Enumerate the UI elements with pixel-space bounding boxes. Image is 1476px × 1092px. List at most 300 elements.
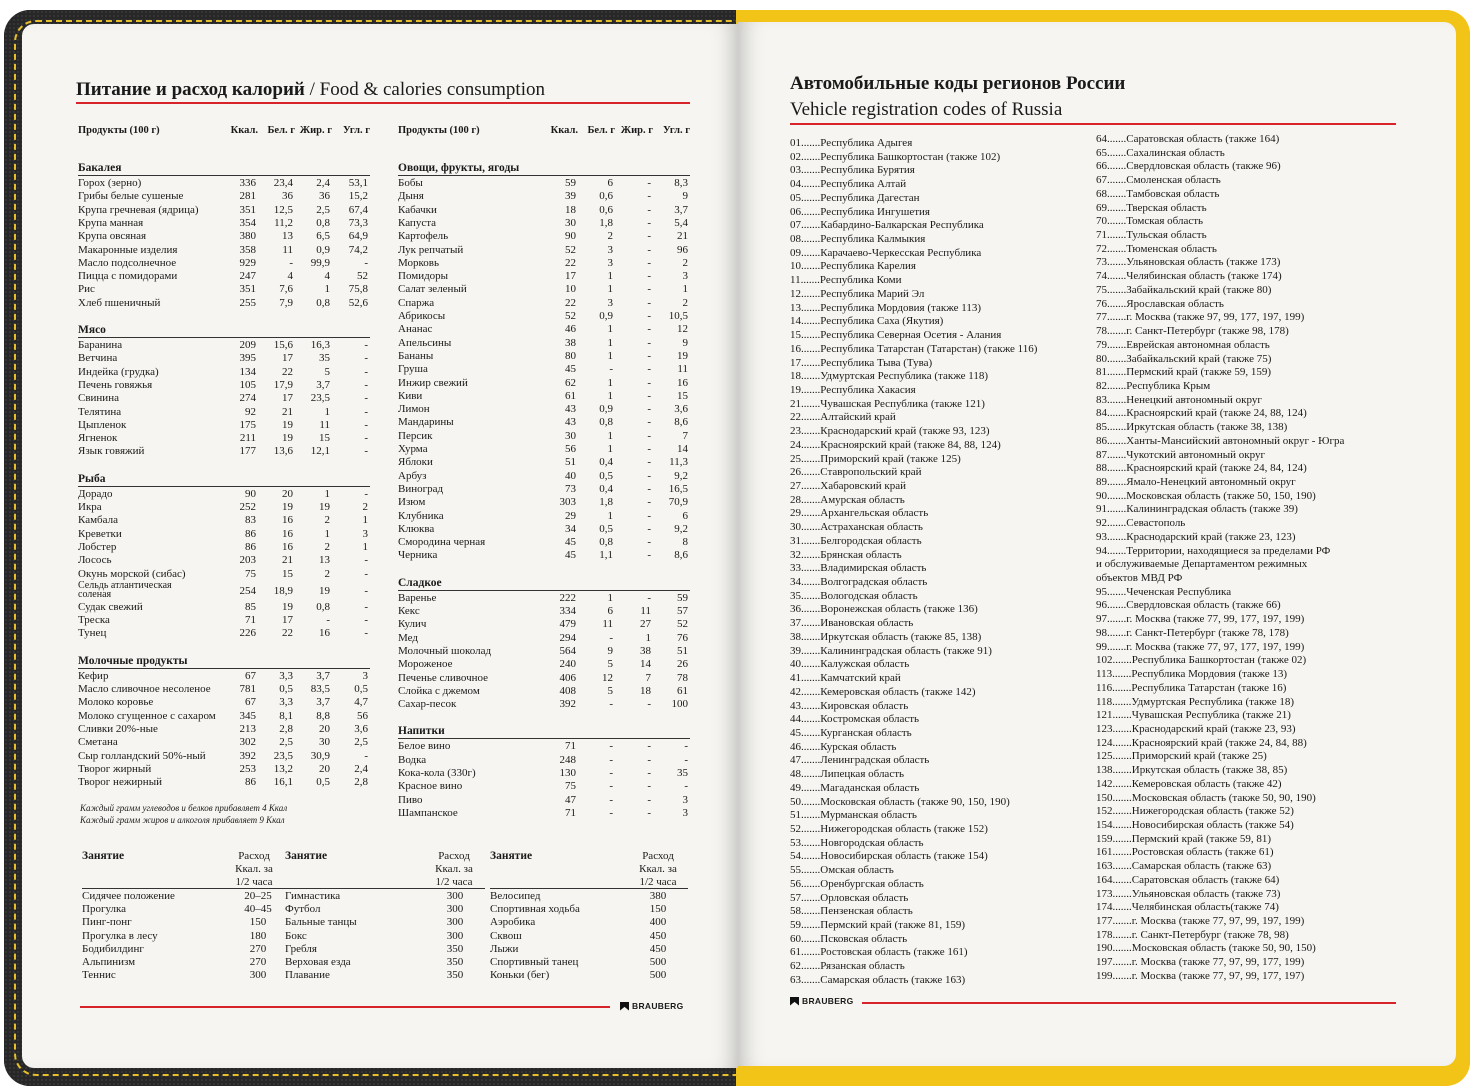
food-value-fat: - bbox=[647, 190, 651, 203]
food-value-protein: 0,5 bbox=[599, 469, 613, 482]
food-value-fat: - bbox=[647, 740, 651, 753]
food-name: Треска bbox=[78, 614, 110, 627]
region-code-item: 05.......Республика Дагестан bbox=[790, 191, 920, 204]
food-value-fat: 19 bbox=[319, 584, 330, 597]
food-value-carbs: 1 bbox=[682, 283, 688, 296]
activity-kcal: 300 bbox=[446, 929, 464, 942]
food-name: Хурма bbox=[398, 443, 428, 455]
food-value-kcal: 781 bbox=[239, 683, 256, 695]
food-row bbox=[78, 614, 370, 627]
food-row bbox=[398, 807, 690, 820]
food-value-kcal: 175 bbox=[239, 418, 256, 431]
food-value-protein: 2,8 bbox=[279, 722, 293, 735]
region-code-item: 16.......Республика Татарстан (Татарстан) (также 116) bbox=[790, 342, 1038, 355]
food-value-carbs: 1 bbox=[362, 514, 368, 527]
food-value-kcal: 358 bbox=[239, 243, 256, 256]
food-value-protein: 1 bbox=[607, 283, 613, 296]
food-value-carbs: 9,2 bbox=[674, 469, 688, 482]
food-value-carbs: - bbox=[364, 749, 368, 762]
food-value-kcal: 67 bbox=[245, 696, 256, 709]
food-value-protein: 6 bbox=[607, 605, 613, 617]
section-underline bbox=[398, 175, 690, 176]
region-code-item: 60.......Псковская область bbox=[790, 932, 908, 945]
activity-kcal: 300 bbox=[249, 969, 267, 982]
food-value-protein: 1,8 bbox=[599, 496, 613, 509]
food-value-fat: - bbox=[647, 177, 651, 189]
region-code-item: 116.......Республика Татарстан (также 16) bbox=[1096, 681, 1287, 694]
activity-name: Велосипед bbox=[490, 890, 541, 902]
left-title-rule bbox=[76, 102, 690, 104]
food-value-fat: 11 bbox=[319, 418, 330, 431]
region-code-item: 87.......Чукотский автономный округ bbox=[1096, 448, 1265, 461]
food-value-fat: - bbox=[647, 469, 651, 482]
food-name: Окунь морской (сибас) bbox=[78, 567, 186, 580]
food-name: Крупа овсяная bbox=[78, 230, 147, 243]
food-row bbox=[398, 217, 690, 230]
food-row bbox=[398, 470, 690, 483]
food-name: Индейка (грудка) bbox=[78, 365, 159, 378]
food-value-kcal: 52 bbox=[565, 310, 576, 322]
food-value-fat: - bbox=[647, 376, 651, 389]
food-value-protein: 1,8 bbox=[599, 216, 613, 229]
food-value-protein: 23,4 bbox=[273, 177, 293, 189]
food-row bbox=[78, 541, 370, 554]
activity-kcal: 300 bbox=[446, 903, 464, 916]
region-code-item: 65.......Сахалинская область bbox=[1096, 146, 1225, 159]
food-name: Груша bbox=[398, 363, 428, 376]
activity-name: Прогулка в лесу bbox=[82, 929, 158, 942]
food-value-fat: - bbox=[647, 443, 651, 455]
food-value-fat: 2 bbox=[324, 567, 330, 580]
region-code-item: 18.......Удмуртская Республика (также 118) bbox=[790, 370, 989, 383]
food-name: Кефир bbox=[78, 669, 109, 682]
food-name: Макаронные изделия bbox=[78, 243, 178, 256]
region-code-item: 76.......Ярославская область bbox=[1096, 297, 1224, 310]
food-value-protein: - bbox=[609, 363, 613, 376]
food-name: Клубника bbox=[398, 509, 444, 522]
region-code-item: 199.......г. Москва (также 77, 97, 99, 177, 197) bbox=[1096, 969, 1305, 982]
note-1: Каждый грамм углеводов и белков прибавляет 4 Ккал bbox=[80, 803, 288, 813]
food-row bbox=[398, 698, 690, 711]
food-row bbox=[398, 310, 690, 323]
food-value-protein: - bbox=[609, 806, 613, 819]
food-value-kcal: 247 bbox=[239, 270, 256, 283]
food-value-fat: 1 bbox=[324, 283, 330, 296]
food-row bbox=[78, 554, 370, 567]
region-code-item: 25.......Приморский край (также 125) bbox=[790, 452, 961, 465]
food-value-carbs: - bbox=[364, 405, 368, 418]
food-value-carbs: - bbox=[364, 418, 368, 431]
region-code-item: 73.......Ульяновская область (также 173) bbox=[1096, 256, 1281, 269]
food-value-carbs: 12 bbox=[677, 323, 688, 336]
food-value-fat: 3,7 bbox=[316, 378, 330, 391]
food-value-carbs: 3,6 bbox=[354, 722, 368, 735]
food-value-protein: 3,3 bbox=[279, 696, 293, 709]
food-row bbox=[78, 514, 370, 527]
food-value-protein: 17 bbox=[282, 392, 293, 405]
food-value-kcal: 294 bbox=[559, 631, 576, 644]
food-row bbox=[78, 627, 370, 640]
food-value-carbs: - bbox=[684, 740, 688, 753]
food-value-fat: - bbox=[647, 698, 651, 711]
food-value-kcal: 281 bbox=[239, 190, 256, 203]
food-value-fat: - bbox=[647, 230, 651, 243]
food-name: Молочный шоколад bbox=[398, 644, 492, 657]
region-code-item: 13.......Республика Мордовия (также 113) bbox=[790, 301, 982, 314]
food-value-fat: - bbox=[647, 536, 651, 549]
region-code-item: 82.......Республика Крым bbox=[1096, 379, 1211, 392]
food-row bbox=[78, 392, 370, 405]
food-row bbox=[78, 750, 370, 763]
food-value-carbs: - bbox=[364, 584, 368, 597]
food-name: Молоко сгущенное с сахаром bbox=[78, 709, 216, 722]
food-row bbox=[78, 406, 370, 419]
region-code-item: 159.......Пермский край (также 59, 81) bbox=[1096, 832, 1272, 845]
region-code-item: 86.......Ханты-Мансийский автономный округ - Югра bbox=[1096, 434, 1345, 447]
food-row bbox=[398, 403, 690, 416]
food-value-fat: 0,8 bbox=[316, 216, 330, 229]
food-name: Лук репчатый bbox=[398, 243, 464, 256]
food-value-fat: - bbox=[647, 416, 651, 429]
region-code-item: 09.......Карачаево-Черкесская Республика bbox=[790, 246, 982, 259]
region-code-item: 59.......Пермский край (также 81, 159) bbox=[790, 919, 966, 932]
food-value-kcal: 86 bbox=[245, 776, 256, 789]
region-code-item: 47.......Ленинградская область bbox=[790, 754, 930, 767]
region-code-item: 113.......Республика Мордовия (также 13) bbox=[1096, 668, 1288, 681]
food-section: Молочные продукты bbox=[78, 654, 188, 667]
region-code-item: и обслуживаемые Департаментом режимных bbox=[1096, 558, 1308, 571]
food-value-carbs: 0,5 bbox=[354, 683, 368, 695]
activity-name: Бальные танцы bbox=[285, 916, 357, 929]
activity-name: Спортивный танец bbox=[490, 956, 579, 968]
food-value-kcal: 130 bbox=[559, 767, 576, 779]
region-code-item: 63.......Самарская область (также 163) bbox=[790, 973, 966, 986]
food-value-kcal: 253 bbox=[239, 762, 256, 775]
food-value-carbs: 75,8 bbox=[348, 283, 368, 296]
food-name: Смородина черная bbox=[398, 536, 486, 549]
food-value-protein: 11,2 bbox=[274, 216, 293, 229]
food-value-carbs: 19 bbox=[677, 349, 688, 362]
food-name: Дорадо bbox=[78, 487, 113, 500]
region-code-item: 52.......Нижегородская область (также 152) bbox=[790, 823, 988, 835]
food-value-fat: 30,9 bbox=[310, 749, 330, 762]
activity-kcal: 300 bbox=[446, 916, 464, 929]
food-value-kcal: 29 bbox=[565, 509, 576, 522]
food-value-kcal: 564 bbox=[559, 644, 576, 657]
food-value-carbs: 2 bbox=[682, 256, 688, 269]
region-code-item: 138.......Иркутская область (также 38, 85) bbox=[1096, 764, 1288, 777]
food-name: Варенье bbox=[398, 591, 437, 604]
food-value-fat: 15 bbox=[319, 432, 330, 445]
region-code-item: 19.......Республика Хакасия bbox=[790, 383, 916, 396]
region-code-item: 37.......Ивановская область bbox=[790, 617, 914, 630]
food-value-protein: 12 bbox=[602, 671, 613, 684]
table-header-product: Продукты (100 г) bbox=[398, 125, 480, 136]
food-section: Рыба bbox=[78, 472, 106, 485]
food-value-carbs: - bbox=[364, 614, 368, 627]
food-value-kcal: 252 bbox=[239, 501, 256, 513]
food-value-fat: 3,7 bbox=[316, 696, 330, 709]
food-value-protein: 5 bbox=[607, 684, 613, 697]
food-value-fat: - bbox=[647, 767, 651, 779]
food-value-kcal: 59 bbox=[565, 177, 576, 189]
region-code-item: 10.......Республика Карелия bbox=[790, 260, 916, 273]
food-value-carbs: 15 bbox=[677, 389, 688, 402]
activity-kcal: 20–25 bbox=[244, 890, 272, 902]
food-value-carbs: 5,4 bbox=[674, 216, 688, 229]
food-row bbox=[398, 523, 690, 536]
food-value-fat: 1 bbox=[324, 405, 330, 418]
food-value-carbs: - bbox=[364, 365, 368, 378]
food-value-fat: 38 bbox=[640, 644, 651, 657]
brand-logo-left: BRAUBERG bbox=[620, 1001, 684, 1011]
food-value-kcal: 203 bbox=[239, 554, 256, 567]
food-value-fat: 20 bbox=[319, 762, 330, 775]
region-code-item: 78.......г. Санкт-Петербург (также 98, 178) bbox=[1096, 325, 1289, 338]
food-name: Телятина bbox=[78, 405, 122, 418]
region-code-item: 95.......Чеченская Республика bbox=[1096, 585, 1232, 598]
food-value-kcal: 71 bbox=[565, 740, 576, 753]
food-value-protein: 0,9 bbox=[599, 403, 613, 416]
food-value-fat: - bbox=[647, 456, 651, 469]
activity-kcal: 270 bbox=[249, 956, 267, 968]
food-value-carbs: 64,9 bbox=[348, 230, 368, 243]
food-value-protein: 23,5 bbox=[273, 749, 293, 762]
activity-header: Занятие bbox=[285, 850, 328, 862]
food-value-protein: - bbox=[609, 698, 613, 711]
food-value-kcal: 30 bbox=[565, 216, 576, 229]
food-value-protein: 13 bbox=[282, 230, 293, 243]
region-code-item: 26.......Ставропольский край bbox=[790, 466, 922, 479]
food-value-carbs: 3 bbox=[362, 669, 368, 682]
food-value-kcal: 395 bbox=[239, 352, 256, 365]
region-code-item: 177.......г. Москва (также 77, 97, 99, 197, 199) bbox=[1096, 915, 1305, 928]
food-value-carbs: 100 bbox=[671, 698, 688, 711]
food-row bbox=[398, 363, 690, 376]
food-value-protein: 17,9 bbox=[273, 378, 293, 391]
food-value-kcal: 43 bbox=[565, 416, 576, 429]
food-value-kcal: 47 bbox=[565, 793, 576, 806]
food-value-fat: 12,1 bbox=[310, 445, 330, 458]
food-value-kcal: 334 bbox=[559, 605, 576, 617]
food-value-fat: 16,3 bbox=[310, 339, 330, 351]
food-value-kcal: 255 bbox=[239, 296, 256, 309]
region-code-item: 41.......Камчатский край bbox=[790, 672, 901, 685]
food-row bbox=[398, 230, 690, 243]
section-underline bbox=[78, 486, 370, 487]
food-value-protein: 1 bbox=[607, 509, 613, 522]
food-row bbox=[78, 204, 370, 217]
food-value-protein: 9 bbox=[607, 644, 613, 657]
activity-name: Теннис bbox=[82, 969, 116, 982]
food-row bbox=[78, 763, 370, 776]
food-value-carbs: 3 bbox=[682, 270, 688, 283]
region-code-item: 04.......Республика Алтай bbox=[790, 178, 907, 191]
food-value-fat: - bbox=[647, 323, 651, 336]
food-value-protein: 1 bbox=[607, 591, 613, 604]
region-code-item: 38.......Иркутская область (также 85, 138) bbox=[790, 630, 982, 643]
region-code-item: 33.......Владимирская область bbox=[790, 562, 927, 575]
region-code-item: 51.......Мурманская область bbox=[790, 809, 917, 822]
food-value-fat: - bbox=[647, 522, 651, 535]
region-code-item: 197.......г. Москва (также 77, 97, 99, 177, 199) bbox=[1096, 956, 1305, 969]
region-code-item: 45.......Курганская область bbox=[790, 726, 912, 739]
region-code-item: 42.......Кемеровская область (также 142) bbox=[790, 685, 976, 698]
region-code-item: 121.......Чувашская Республика (также 21) bbox=[1096, 709, 1291, 722]
food-value-protein: 12,5 bbox=[273, 203, 293, 216]
food-value-fat: 83,5 bbox=[310, 683, 330, 695]
table-header-protein: Бел. г bbox=[587, 125, 615, 136]
food-value-protein: 0,4 bbox=[599, 456, 613, 469]
region-code-item: 84.......Красноярский край (также 24, 88, 124) bbox=[1096, 407, 1307, 420]
region-code-item: 30.......Астраханская область bbox=[790, 521, 923, 534]
activity-name: Бокс bbox=[285, 929, 307, 942]
food-name: Масло подсолнечное bbox=[78, 256, 177, 269]
region-code-item: 54.......Новосибирская область (также 154) bbox=[790, 850, 988, 863]
food-row bbox=[398, 257, 690, 270]
food-name: Печенье сливочное bbox=[398, 671, 489, 684]
activity-divider bbox=[285, 888, 485, 889]
food-row bbox=[398, 177, 690, 190]
food-name: Кабачки bbox=[398, 203, 437, 216]
food-value-protein: 1 bbox=[607, 376, 613, 389]
food-value-protein: 1 bbox=[607, 429, 613, 442]
food-name: Морковь bbox=[398, 256, 440, 269]
food-name: Клюква bbox=[398, 522, 435, 535]
food-name: Салат зеленый bbox=[398, 283, 467, 296]
food-row bbox=[78, 297, 370, 310]
food-value-fat: 8,8 bbox=[316, 709, 330, 722]
food-value-kcal: 408 bbox=[559, 684, 576, 697]
region-code-item: 57.......Орловская область bbox=[790, 891, 909, 904]
region-code-item: 32.......Брянская область bbox=[790, 548, 902, 561]
food-value-carbs: 78 bbox=[677, 671, 688, 684]
food-row bbox=[78, 270, 370, 283]
food-row bbox=[78, 339, 370, 352]
region-code-item: 01.......Республика Адыгея bbox=[790, 137, 913, 149]
food-name: Кекс bbox=[398, 605, 420, 617]
food-value-carbs: 57 bbox=[677, 605, 688, 617]
region-code-item: 50.......Московская область (также 90, 150, 190) bbox=[790, 795, 1010, 808]
food-value-kcal: 61 bbox=[565, 389, 576, 402]
food-value-kcal: 345 bbox=[239, 709, 256, 722]
region-code-item: 46.......Курская область bbox=[790, 740, 897, 753]
food-name: Водка bbox=[398, 753, 427, 766]
food-name: Кулич bbox=[398, 618, 427, 631]
food-name: Сахар-песок bbox=[398, 698, 457, 711]
activity-kcal: 500 bbox=[649, 956, 667, 968]
food-name: Персик bbox=[398, 429, 433, 442]
region-code-item: 75.......Забайкальский край (также 80) bbox=[1096, 283, 1272, 296]
region-code-item: 15.......Республика Северная Осетия - Алания bbox=[790, 329, 1002, 342]
food-value-kcal: 209 bbox=[239, 339, 256, 351]
food-value-protein: 18,9 bbox=[273, 584, 293, 597]
food-value-kcal: 40 bbox=[565, 469, 576, 482]
food-name: Тунец bbox=[78, 627, 107, 640]
food-value-fat: - bbox=[647, 482, 651, 495]
food-value-carbs: 16 bbox=[677, 376, 688, 389]
food-value-carbs: - bbox=[364, 392, 368, 405]
food-name: Шампанское bbox=[398, 806, 458, 819]
food-value-fat: 11 bbox=[640, 605, 651, 617]
food-value-carbs: 2,8 bbox=[354, 776, 368, 789]
food-value-protein: 7,9 bbox=[279, 296, 293, 309]
food-value-kcal: 85 bbox=[245, 600, 256, 613]
food-row bbox=[398, 377, 690, 390]
region-code-item: 154.......Новосибирская область (также 54) bbox=[1096, 819, 1294, 831]
food-name: Белое вино bbox=[398, 740, 451, 753]
food-value-protein: 8,1 bbox=[279, 709, 293, 722]
food-value-fat: - bbox=[647, 793, 651, 806]
food-row bbox=[78, 244, 370, 257]
food-name: Цыпленок bbox=[78, 418, 127, 431]
food-name: Творог жирный bbox=[78, 762, 152, 775]
food-value-kcal: 90 bbox=[565, 230, 576, 243]
region-code-item: 06.......Республика Ингушетия bbox=[790, 205, 930, 218]
food-value-fat: 1 bbox=[324, 487, 330, 500]
food-name: Черника bbox=[398, 549, 438, 562]
food-name: Изюм bbox=[398, 496, 426, 509]
food-name: Ананас bbox=[398, 323, 433, 336]
food-value-fat: 0,9 bbox=[316, 243, 330, 256]
food-value-carbs: 26 bbox=[677, 658, 688, 671]
region-code-item: 70.......Томская область bbox=[1096, 215, 1204, 228]
food-value-protein: 1 bbox=[607, 443, 613, 455]
food-value-kcal: 479 bbox=[559, 618, 576, 631]
food-value-carbs: 7 bbox=[682, 429, 688, 442]
food-name: Помидоры bbox=[398, 270, 449, 283]
food-value-kcal: 67 bbox=[245, 669, 256, 682]
activity-name: Сквош bbox=[490, 929, 522, 942]
food-name: Камбала bbox=[78, 514, 118, 527]
food-value-kcal: 86 bbox=[245, 540, 256, 553]
food-name: Крупа гречневая (ядрица) bbox=[78, 203, 199, 216]
activity-kcal: 300 bbox=[446, 890, 464, 902]
table-header-carbs: Угл. г bbox=[343, 125, 370, 136]
activity-kcal: 180 bbox=[249, 929, 267, 942]
food-value-kcal: 34 bbox=[565, 522, 576, 535]
food-name: Масло сливочное несоленое bbox=[78, 683, 211, 695]
food-name: Баранина bbox=[78, 339, 123, 351]
section-underline bbox=[398, 590, 690, 591]
food-value-protein: 2 bbox=[607, 230, 613, 243]
region-code-item: 29.......Архангельская область bbox=[790, 507, 929, 520]
food-value-kcal: 75 bbox=[565, 780, 576, 793]
food-value-fat: 5 bbox=[324, 365, 330, 378]
food-name: Пицца с помидорами bbox=[78, 270, 178, 283]
food-value-kcal: 380 bbox=[239, 230, 256, 243]
right-footer-rule bbox=[862, 1002, 1396, 1004]
food-value-carbs: 4,7 bbox=[354, 696, 368, 709]
food-value-carbs: - bbox=[364, 600, 368, 613]
food-row bbox=[398, 416, 690, 429]
food-name: Творог нежирный bbox=[78, 776, 162, 789]
food-value-kcal: 10 bbox=[565, 283, 576, 296]
region-code-item: 02.......Республика Башкортостан (также 102) bbox=[790, 150, 1001, 163]
region-code-item: 62.......Рязанская область bbox=[790, 960, 905, 973]
activity-name: Плавание bbox=[285, 969, 330, 982]
food-value-carbs: 96 bbox=[677, 243, 688, 256]
food-value-carbs: 6 bbox=[682, 509, 688, 522]
food-row bbox=[78, 419, 370, 432]
food-row bbox=[398, 632, 690, 645]
region-code-item: 90.......Московская область (также 50, 150, 190) bbox=[1096, 489, 1316, 502]
region-code-item: 150.......Московская область (также 50, 90, 190) bbox=[1096, 791, 1316, 804]
region-code-item: 61.......Ростовская область (также 161) bbox=[790, 946, 968, 959]
food-row bbox=[78, 670, 370, 683]
food-value-kcal: 75 bbox=[245, 567, 256, 580]
food-name: Сметана bbox=[78, 736, 118, 749]
